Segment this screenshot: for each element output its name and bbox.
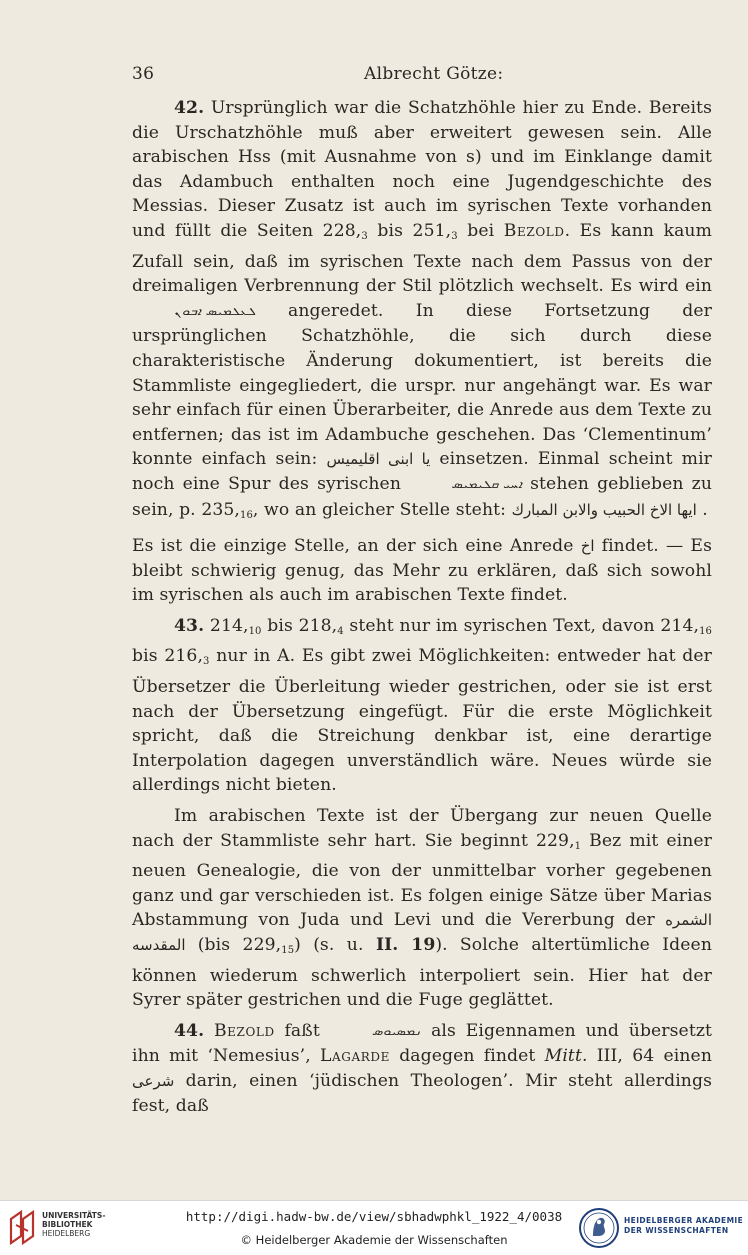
syriac-text: ܢܡܣܝܘܣ	[371, 1025, 422, 1038]
cross-reference: II. 19	[375, 935, 436, 955]
academy-seal-icon	[578, 1207, 620, 1249]
copyright-notice: © Heidelberger Akademie der Wissenschaften	[240, 1233, 508, 1247]
author-name: Bezold	[213, 1020, 275, 1041]
author-name: Lagarde	[320, 1046, 390, 1067]
arabic-text: اخ	[580, 537, 595, 556]
body-text	[132, 96, 712, 1118]
paragraph-44: 44. Bezold faßt ܢܡܣܝܘܣ als Eigennamen und übersetzt ihn mit ‘Nemesius’, Lagarde dagegen findet Mitt. III, 64 einen شرعى darin, einen ‘jüdischen Theologen’. Mir steht allerdings fest, daß	[132, 1020, 712, 1116]
paragraph-42-continued: Es ist die einzige Stelle, an der sich eine Anrede اخ findet. — Es bleibt schwierig genug, das Mehr zu erklären, daß sich sowohl im syrischen als auch im arabischen Texte findet.	[132, 536, 712, 606]
arabic-text: الشمره المقدسه	[132, 911, 712, 954]
syriac-text: ܠܥܠܡܝܣ ܐܒܘܢ	[174, 305, 256, 318]
running-title: Albrecht Götze:	[364, 64, 504, 84]
academy-name: HEIDELBERGER AKADEMIE DER WISSENSCHAFTEN	[624, 1216, 744, 1235]
section-number: 44.	[174, 1020, 205, 1041]
arabic-text: شرعى	[132, 1071, 175, 1090]
section-number: 42.	[174, 98, 205, 118]
paragraph-43: 43. $214,_{10}$ bis $218,_4$ steht nur im syrischen Text, davon $214,_{16}$ bis $216,_3$ nur in A. Es gibt zwei Möglichkeiten: entweder hat der Übersetzer die Überleitung wieder gestrichen, oder sie ist erst nach der Übersetzung eingefügt. Für die erste Möglichkeit spricht, daß die Streichung denkbar ist, eine derartige Interpolation dagegen unverständlich wäre. Neues würde sie allerdings nicht bieten.	[132, 615, 712, 796]
page-number: 36	[132, 64, 155, 84]
paragraph-43-continued: Im arabischen Texte ist der Übergang zur neuen Quelle nach der Stammliste sehr hart. Sie beginnt $229,_1$ Bez mit einer neuen Genealogie, die von der unmittelbar vorher gegebenen ganz und gar verschieden ist. Es folgen einige Sätze über Marias Abstammung von Juda und Levi und die Vererbung der الشمره المقدسه (bis $229,_{15}$) (s. u. II. 19). Solche altertümliche Ideen können wiederum schwerlich interpoliert sein. Hier hat der Syrer später gestrichen und die Fuge geglättet.	[132, 806, 713, 1011]
journal-abbrev: Mitt.	[544, 1046, 588, 1067]
library-name: UNIVERSITÄTS- BIBLIOTHEK HEIDELBERG	[42, 1211, 106, 1238]
arabic-text: يا ابنى اقليميس	[326, 450, 431, 469]
viewer-footer	[0, 1200, 748, 1255]
arabic-text: ايها الاخ الحبيب والابن المبارك	[511, 500, 697, 519]
section-number: 43.	[174, 615, 205, 636]
syriac-text: ܐܚܝ ܩܠܝܡܝܣ	[451, 478, 522, 491]
author-name: Bezold	[503, 220, 565, 241]
permalink-url[interactable]: http://digi.hadw-bw.de/view/sbhadwphkl_1922_4/0038	[185, 1209, 563, 1224]
paragraph-42: 42. Ursprünglich war die Schatzhöhle hier zu Ende. Bereits die Urschatzhöhle muß aber erweitert gewesen sein. Alle arabischen Hss (mit Ausnahme von s) und im Einklange damit das Adambuch enthalten noch eine Jugendgeschichte des Messias. Dieser Zusatz ist auch im syrischen Texte vorhanden und füllt die Seiten $228,_3$ bis $251,_3$ bei Bezold. Es kann kaum Zufall sein, daß im syrischen Texte nach dem Passus von der dreimaligen Verbrennung der Stil plötzlich wechselt. Es wird ein ܠܥܠܡܝܣ ܐܒܘܢ angeredet. In diese Fortsetzung der ursprünglichen Schatzhöhle, die sich durch diese charakteristische Änderung dokumentiert, ist bereits die Stammliste eingegliedert, die urspr. nur angehängt war. Es war sehr einfach für einen Überarbeiter, die Anrede aus dem Texte zu entfernen; das ist im Adambuche geschehen. Das ‘Clementinum’ konnte einfach sein: يا ابنى اقليميس einsetzen. Einmal scheint mir noch eine Spur des syrischen ܐܚܝ ܩܠܝܡܝܣ stehen geblieben zu sein, p. $235,_{16}$, wo an gleicher Stelle steht: ايها الاخ الحبيب والابن المبارك .	[132, 98, 713, 521]
